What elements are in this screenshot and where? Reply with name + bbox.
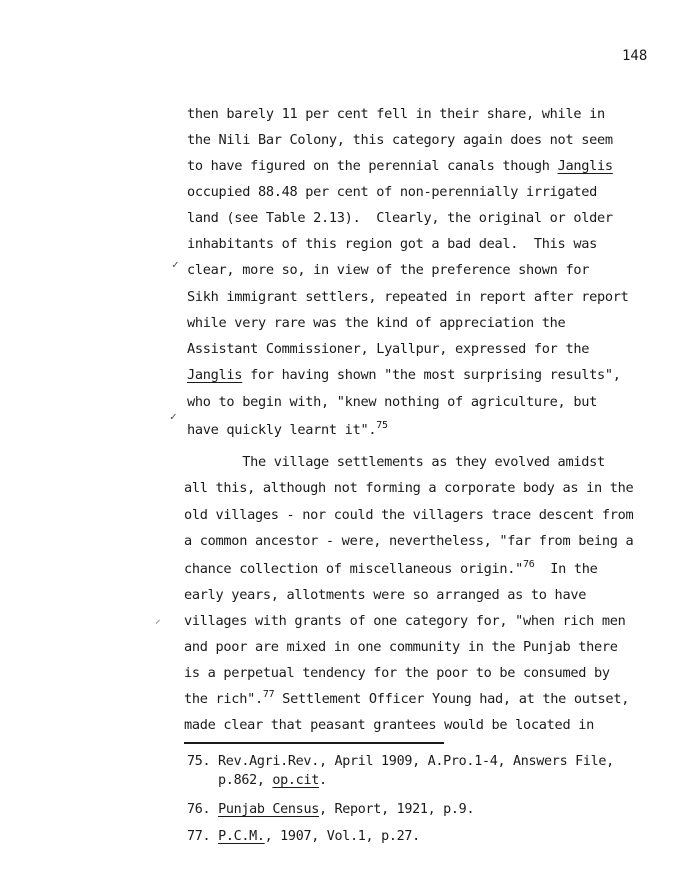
text-line: is a perpetual tendency for the poor to be consumed by (184, 665, 610, 681)
footnote-ref-75: 75 (376, 420, 388, 431)
text-line: occupied 88.48 per cent of non-perennially irrigated (187, 184, 597, 200)
janglis-term: Janglis (557, 158, 613, 174)
text-line: Janglis for having shown "the most surprising results", (187, 367, 621, 383)
text-line: old villages - nor could the villagers trace descent from (184, 507, 634, 523)
margin-tick-mark: ✓ (170, 410, 177, 423)
footnote-75-cont: p.862, op.cit. (187, 773, 327, 788)
text-line: chance collection of miscellaneous origin."$^{76}$ In the (184, 559, 598, 577)
op-cit: op.cit (272, 773, 319, 788)
footnote-ref-76: 76 (523, 559, 535, 570)
footnote-divider (184, 742, 444, 744)
text-line: then barely 11 per cent fell in their share, while in (187, 106, 605, 122)
source-title: P.C.M. (218, 829, 265, 844)
text-line: who to begin with, "knew nothing of agriculture, but (187, 394, 597, 410)
text-line: clear, more so, in view of the preference shown for (187, 262, 590, 278)
text-line: Sikh immigrant settlers, repeated in report after report (187, 289, 629, 305)
text-line: all this, although not forming a corporate body as in the (184, 480, 634, 496)
text-line: inhabitants of this region got a bad deal. This was (187, 236, 597, 252)
text-line: land (see Table 2.13). Clearly, the original or older (187, 210, 613, 226)
footnote-77: 77. P.C.M., 1907, Vol.1, p.27. (187, 829, 420, 844)
text-line: and poor are mixed in one community in the Punjab there (184, 639, 618, 655)
margin-mark: ⸝ (155, 613, 161, 626)
page-number: 148 (622, 48, 648, 64)
text-line: the Nili Bar Colony, this category again does not seem (187, 132, 613, 148)
source-title: Punjab Census (218, 802, 319, 817)
text-line: made clear that peasant grantees would be located in (184, 717, 594, 733)
text-line: The village settlements as they evolved amidst (187, 454, 605, 470)
text-line: a common ancestor - were, nevertheless, "far from being a (184, 533, 634, 549)
text-line: the rich".$^{77}$ Settlement Officer Young had, at the outset, (184, 689, 630, 707)
footnote-76: 76. Punjab Census, Report, 1921, p.9. (187, 802, 475, 817)
footnote-ref-77: 77 (262, 689, 275, 700)
janglis-term: Janglis (187, 367, 243, 383)
text-line: while very rare was the kind of appreciation the (187, 315, 566, 331)
text-line: have quickly learnt it".$^{75}$ (187, 420, 388, 438)
text-line: villages with grants of one category for, "when rich men (184, 613, 626, 629)
text-line: to have figured on the perennial canals though Janglis (187, 158, 613, 174)
text-line: Assistant Commissioner, Lyallpur, expressed for the (187, 341, 590, 357)
text-line: early years, allotments were so arranged as to have (184, 587, 587, 603)
footnote-75: 75. Rev.Agri.Rev., April 1909, A.Pro.1-4, Answers File, (187, 754, 614, 769)
margin-tick-mark: ✓ (172, 258, 179, 271)
